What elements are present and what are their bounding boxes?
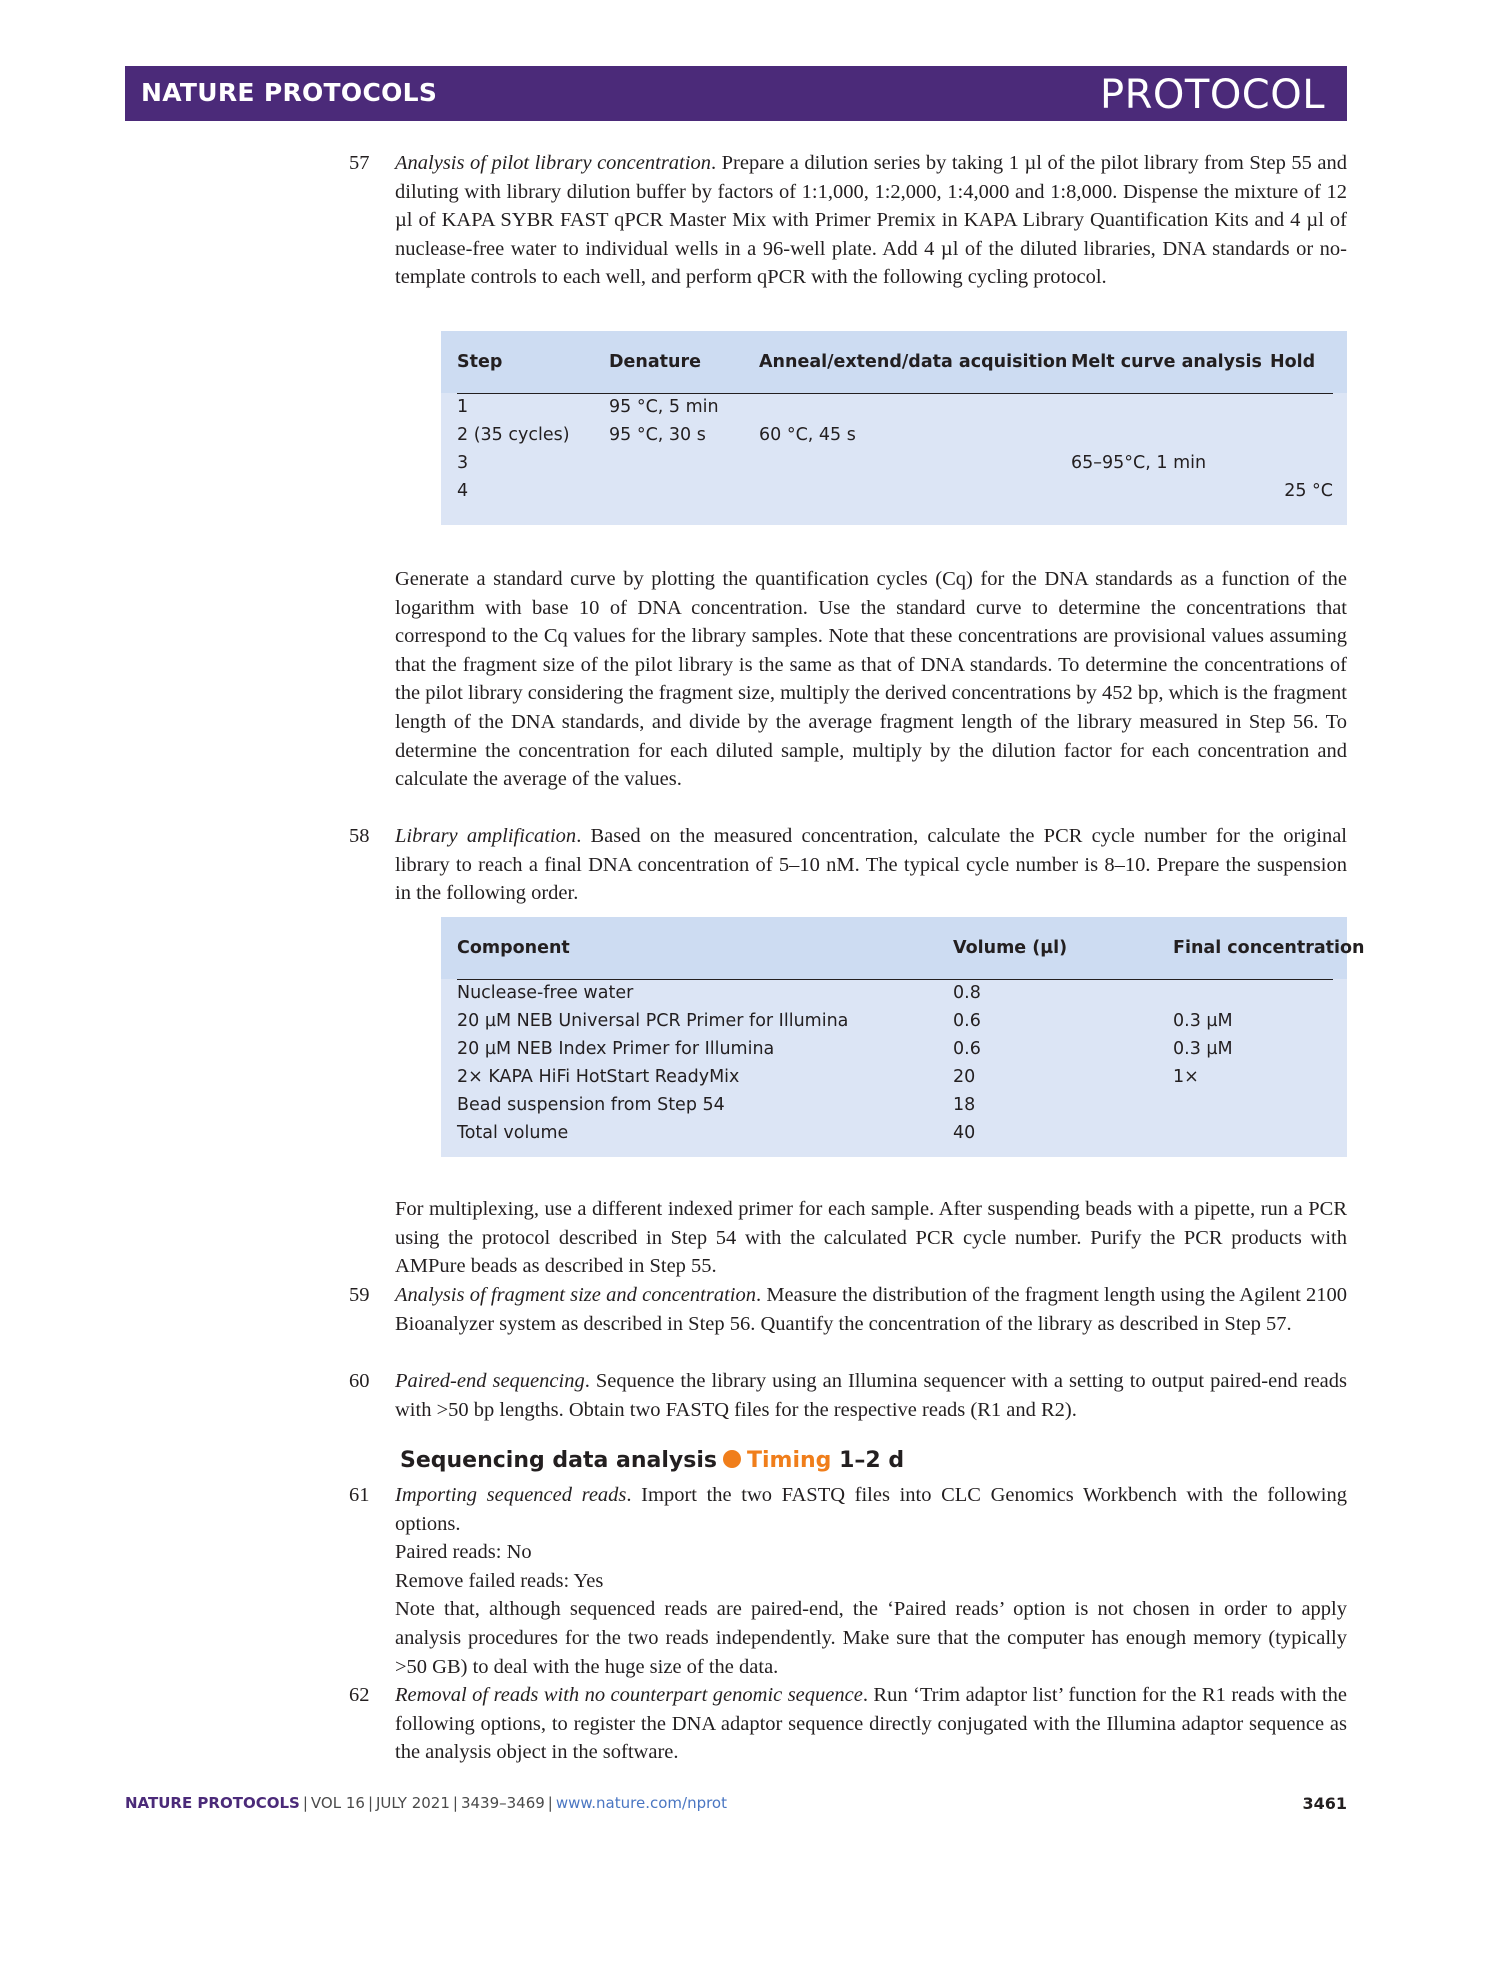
step-number: 57 bbox=[349, 152, 370, 174]
step-number: 61 bbox=[349, 1484, 370, 1506]
column-header: Final concentration bbox=[1173, 938, 1365, 958]
table-cell: 95 °C, 5 min bbox=[609, 397, 719, 417]
table-header bbox=[441, 331, 1347, 393]
step-60 bbox=[349, 1367, 1347, 1424]
section-heading bbox=[400, 1448, 904, 1473]
step-text bbox=[395, 822, 1347, 908]
step-title: Importing sequenced reads bbox=[395, 1484, 627, 1506]
footer-separator: | bbox=[302, 1794, 308, 1812]
column-header: Component bbox=[457, 938, 570, 958]
article-type: PROTOCOL bbox=[1099, 72, 1325, 118]
table-cell: 2 (35 cycles) bbox=[457, 425, 570, 445]
step-title: Paired-end sequencing bbox=[395, 1370, 585, 1392]
journal-banner bbox=[125, 66, 1347, 121]
table-cell: 2× KAPA HiFi HotStart ReadyMix bbox=[457, 1067, 740, 1087]
column-header: Step bbox=[457, 352, 503, 372]
step-title: Analysis of pilot library concentration bbox=[395, 152, 711, 174]
section-title: Sequencing data analysis bbox=[400, 1448, 717, 1473]
step-body: . Import the two FASTQ files into CLC Genomics Workbench with the following options. bbox=[395, 1484, 1348, 1535]
table-cell: 20 bbox=[953, 1067, 976, 1087]
footer-volume: VOL 16 bbox=[310, 1794, 365, 1812]
page-footer bbox=[125, 1794, 727, 1812]
step-text bbox=[395, 149, 1347, 292]
footer-issue: JULY 2021 bbox=[376, 1794, 450, 1812]
column-header: Anneal/extend/data acquisition bbox=[759, 352, 1068, 372]
table-cell: 1× bbox=[1173, 1067, 1199, 1087]
table-cell: 0.3 µM bbox=[1173, 1039, 1233, 1059]
column-header: Melt curve analysis bbox=[1071, 352, 1262, 372]
table-cell: 3 bbox=[457, 453, 469, 473]
table-cell: Bead suspension from Step 54 bbox=[457, 1095, 725, 1115]
column-header: Denature bbox=[609, 352, 701, 372]
step-57-continued bbox=[395, 565, 1347, 794]
step-59 bbox=[349, 1281, 1347, 1338]
step-body: . Run ‘Trim adaptor list’ function for the R1 reads with the following options, to register the DNA adaptor sequence directly conjugated with the Illumina adaptor sequence as the analysis object in the software. bbox=[395, 1684, 1347, 1764]
step-text bbox=[395, 1681, 1347, 1767]
timing-dot-icon bbox=[723, 1450, 741, 1468]
table-cell: 60 °C, 45 s bbox=[759, 425, 856, 445]
footer-separator: | bbox=[452, 1794, 458, 1812]
step-title: Removal of reads with no counterpart genomic sequence bbox=[395, 1684, 863, 1706]
footer-pages: 3439–3469 bbox=[460, 1794, 545, 1812]
step-62 bbox=[349, 1681, 1347, 1767]
qpcr-cycling-table bbox=[441, 331, 1347, 525]
step-text bbox=[395, 1481, 1347, 1538]
step-body: . Measure the distribution of the fragment length using the Agilent 2100 Bioanalyzer system as described in Step 56. Quantify the concentration of the library as described in Step 57. bbox=[395, 1284, 1347, 1335]
table-cell: 0.3 µM bbox=[1173, 1011, 1233, 1031]
table-cell: 20 µM NEB Universal PCR Primer for Illumina bbox=[457, 1011, 849, 1031]
table-cell: 1 bbox=[457, 397, 469, 417]
step-note: Note that, although sequenced reads are paired-end, the ‘Paired reads’ option is not chosen in order to apply analysis procedures for the two reads independently. Make sure that the computer has enough memory (typically >50 GB) to deal with the huge size of the data. bbox=[395, 1598, 1347, 1678]
step-body: . Prepare a dilution series by taking 1 µl of the pilot library from Step 55 and diluting with library dilution buffer by factors of 1:1,000, 1:2,000, 1:4,000 and 1:8,000. Dispense the mixture of 12 µl of KAPA SYBR FAST qPCR Master Mix with Primer Premix in KAPA Library Quantification Kits and 4 µl of nuclease-free water to individual wells in a 96-well plate. Add 4 µl of the diluted libraries, DNA standards or no-template controls to each well, and perform qPCR with the following cycling protocol. bbox=[395, 152, 1348, 289]
table-rule bbox=[457, 979, 1333, 980]
footer-journal: NATURE PROTOCOLS bbox=[125, 1794, 300, 1812]
table-cell: 95 °C, 30 s bbox=[609, 425, 706, 445]
table-rule bbox=[457, 393, 1333, 394]
step-number: 58 bbox=[349, 825, 370, 847]
table-cell: Nuclease-free water bbox=[457, 983, 634, 1003]
step-text bbox=[395, 1367, 1347, 1424]
step-number: 59 bbox=[349, 1284, 370, 1306]
step-61 bbox=[349, 1481, 1348, 1681]
table-cell: 4 bbox=[457, 481, 469, 501]
table-cell: 20 µM NEB Index Primer for Illumina bbox=[457, 1039, 775, 1059]
step-text bbox=[395, 1281, 1347, 1338]
table-cell: Total volume bbox=[457, 1123, 569, 1143]
step-57 bbox=[349, 149, 1348, 292]
table-cell: 40 bbox=[953, 1123, 976, 1143]
step-title: Analysis of fragment size and concentration bbox=[395, 1284, 756, 1306]
option-line: Paired reads: No bbox=[395, 1541, 532, 1564]
table-cell: 25 °C bbox=[1284, 481, 1333, 501]
footer-url-link[interactable]: www.nature.com/nprot bbox=[555, 1794, 727, 1812]
step-number: 62 bbox=[349, 1684, 370, 1706]
journal-name: NATURE PROTOCOLS bbox=[141, 78, 438, 107]
option-line: Remove failed reads: Yes bbox=[395, 1569, 604, 1592]
step-body: . Based on the measured concentration, calculate the PCR cycle number for the original library to reach a final DNA concentration of 5–10 nM. The typical cycle number is 8–10. Prepare the suspension in the following order. bbox=[395, 825, 1347, 905]
table-cell: 0.8 bbox=[953, 983, 981, 1003]
column-header: Hold bbox=[1270, 352, 1316, 372]
step-body: . Sequence the library using an Illumina sequencer with a setting to output paired-end reads with >50 bp lengths. Obtain two FASTQ files for the respective reads (R1 and R2). bbox=[395, 1370, 1347, 1421]
step-58 bbox=[349, 822, 1347, 908]
step-number: 60 bbox=[349, 1370, 370, 1392]
pcr-mix-table bbox=[441, 917, 1365, 1157]
step-text: Generate a standard curve by plotting the quantification cycles (Cq) for the DNA standards as a function of the logarithm with base 10 of DNA concentration. Use the standard curve to determine the concentrations that correspond to the Cq values for the library samples. Note that these concentrations are provisional values assuming that the fragment size of the pilot library is the same as that of DNA standards. To determine the concentrations of the pilot library considering the fragment size, multiply the derived concentrations by 452 bp, which is the fragment length of the DNA standards, and divide by the average fragment length of the library measured in Step 56. To determine the concentration for each diluted sample, multiply by the dilution factor for each concentration and calculate the average of the values. bbox=[395, 568, 1347, 791]
step-text: For multiplexing, use a different indexed primer for each sample. After suspending beads with a pipette, run a PCR using the protocol described in Step 54 with the calculated PCR cycle number. Purify the PCR products with AMPure beads as described in Step 55. bbox=[395, 1198, 1347, 1278]
footer-separator: | bbox=[367, 1794, 373, 1812]
table-cell: 0.6 bbox=[953, 1039, 981, 1059]
footer-separator: | bbox=[547, 1794, 553, 1812]
step-title: Library amplification bbox=[395, 825, 577, 847]
column-header: Volume (µl) bbox=[953, 938, 1068, 958]
timing-value: 1–2 d bbox=[839, 1448, 905, 1473]
table-header bbox=[441, 917, 1365, 979]
timing-label: Timing bbox=[747, 1448, 832, 1473]
table-cell: 18 bbox=[953, 1095, 976, 1115]
page-number: 3461 bbox=[1302, 1794, 1347, 1813]
table-cell: 0.6 bbox=[953, 1011, 981, 1031]
step-58-continued bbox=[395, 1195, 1347, 1281]
table-cell: 65–95°C, 1 min bbox=[1071, 453, 1207, 473]
